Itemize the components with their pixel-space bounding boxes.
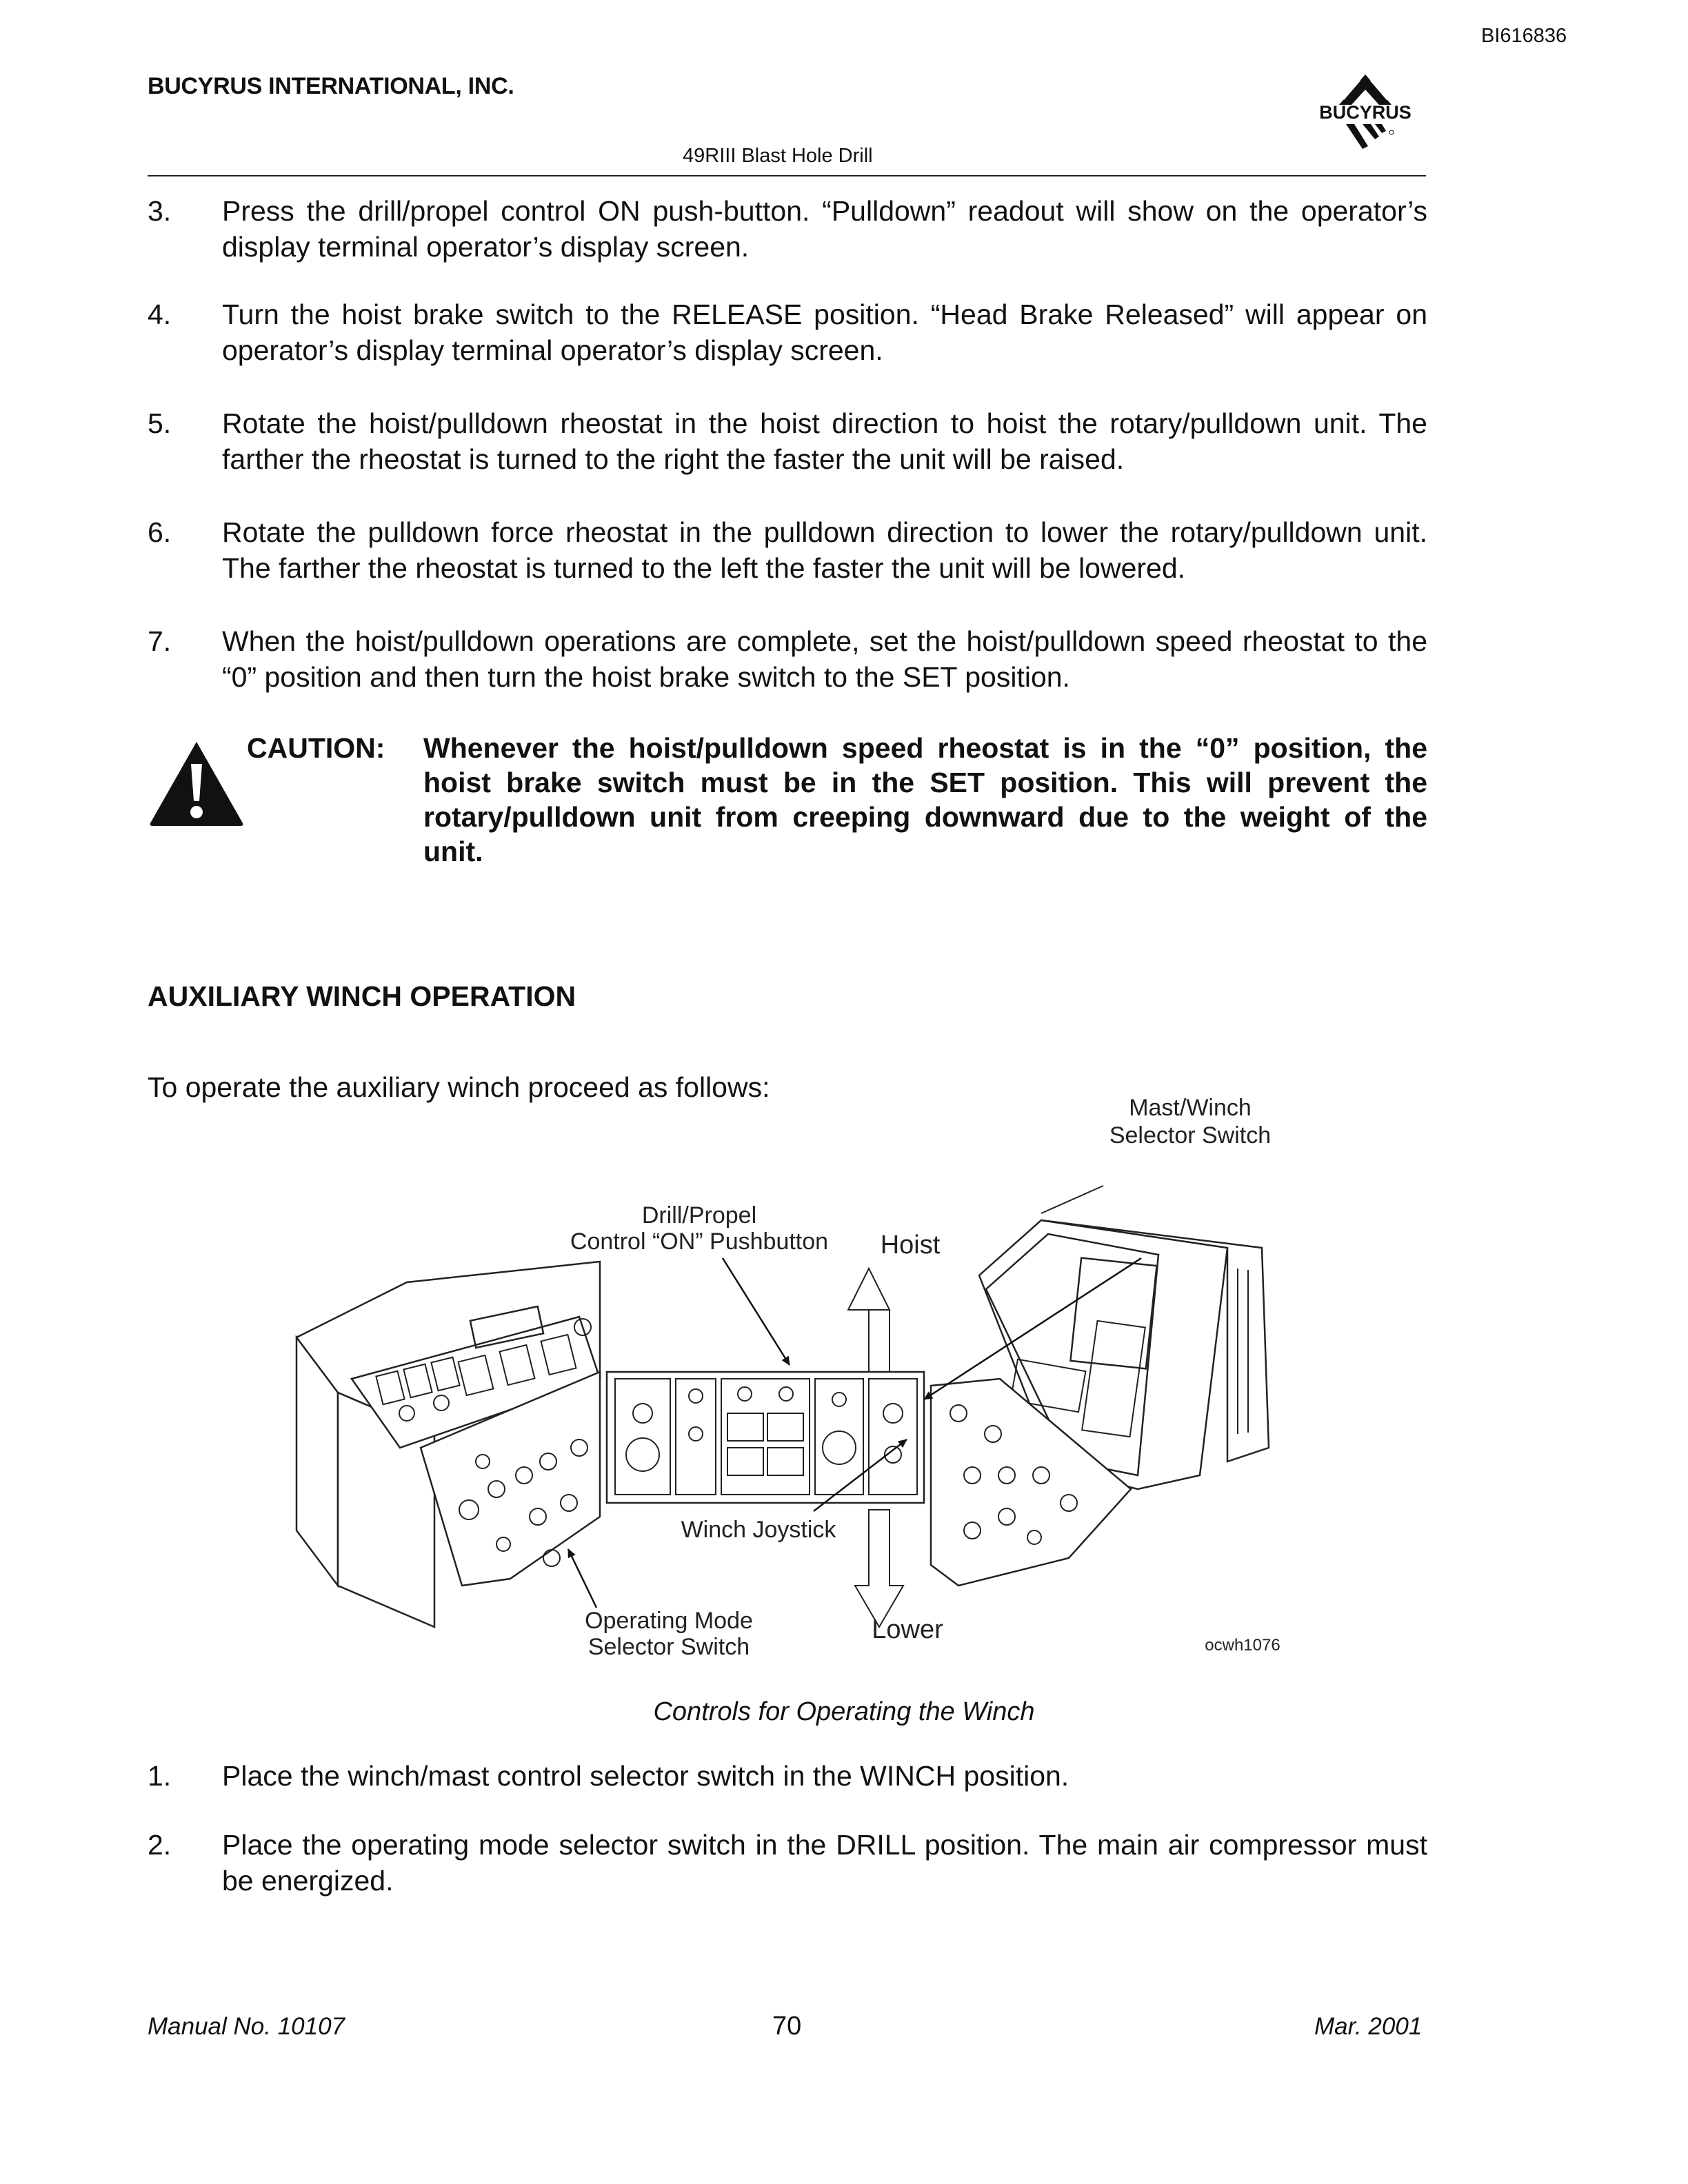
document-id: BI616836 — [1481, 25, 1567, 47]
bucyrus-logo — [1303, 69, 1427, 152]
step-text: Place the winch/mast control selector switch in the WINCH position. — [222, 1760, 1069, 1792]
step-number: 4. — [148, 299, 172, 330]
step-number: 3. — [148, 195, 172, 227]
publication-date: Mar. 2001 — [1314, 2013, 1423, 2040]
logo-text: BUCYRUS — [1319, 102, 1411, 123]
page-number: 70 — [772, 2012, 802, 2041]
step-number: 2. — [148, 1829, 172, 1861]
step-number: 5. — [148, 407, 172, 439]
document-subtitle: 49RIII Blast Hole Drill — [683, 145, 873, 167]
step-text: Press the drill/propel control ON push-button. “Pulldown” readout will show on the operator’s display terminal operator’s display screen. — [222, 195, 1427, 263]
step-number: 1. — [148, 1760, 172, 1792]
company-name: BUCYRUS INTERNATIONAL, INC. — [148, 73, 514, 99]
mast-winch-label-line1: Mast/Winch — [1129, 1095, 1252, 1121]
step-text: When the hoist/pulldown operations are complete, set the hoist/pulldown speed rheostat to the “0” position and then turn the hoist brake switch to the SET position. — [222, 625, 1427, 693]
operating-mode-label-line2: Selector Switch — [587, 1634, 750, 1660]
figure-code: ocwh1076 — [1205, 1636, 1280, 1655]
caution-label: CAUTION: — [247, 732, 385, 764]
step-text: Rotate the hoist/pulldown rheostat in the hoist direction to hoist the rotary/pulldown unit. The farther the rheostat is turned to the right the faster the unit will be raised. — [222, 407, 1427, 475]
manual-number: Manual No. 10107 — [148, 2013, 345, 2040]
step-text: Turn the hoist brake switch to the RELEASE position. “Head Brake Released” will appear on operator’s display terminal operator’s display screen. — [222, 299, 1427, 366]
winch-controls-figure — [276, 1089, 1310, 1696]
step-text: Rotate the pulldown force rheostat in the pulldown direction to lower the rotary/pulldown unit. The farther the rheostat is turned to the left the faster the unit will be lowered. — [222, 516, 1427, 584]
figure-caption: Controls for Operating the Winch — [653, 1697, 1035, 1726]
lower-label: Lower — [872, 1615, 943, 1644]
step-number: 7. — [148, 625, 172, 657]
caution-text: Whenever the hoist/pulldown speed rheostat is in the “0” position, the hoist brake switch must be in the SET position. This will prevent the rotary/pulldown unit from creeping downward due to the weight of the unit. — [423, 732, 1427, 867]
drill-propel-label-line2: Control “ON” Pushbutton — [570, 1228, 829, 1255]
step-text: Place the operating mode selector switch in the DRILL position. The main air compressor must be energized. — [222, 1829, 1427, 1897]
section-heading: AUXILIARY WINCH OPERATION — [148, 980, 576, 1012]
mast-winch-label-line2: Selector Switch — [1109, 1122, 1272, 1149]
section-intro: To operate the auxiliary winch proceed as follows: — [148, 1071, 770, 1103]
warning-triangle-icon — [148, 739, 245, 827]
header-rule — [148, 175, 1426, 176]
operating-mode-label-line1: Operating Mode — [585, 1608, 753, 1634]
winch-joystick-label: Winch Joystick — [681, 1517, 836, 1543]
hoist-label: Hoist — [880, 1231, 941, 1260]
drill-propel-label-line1: Drill/Propel — [641, 1202, 757, 1228]
step-number: 6. — [148, 516, 172, 548]
